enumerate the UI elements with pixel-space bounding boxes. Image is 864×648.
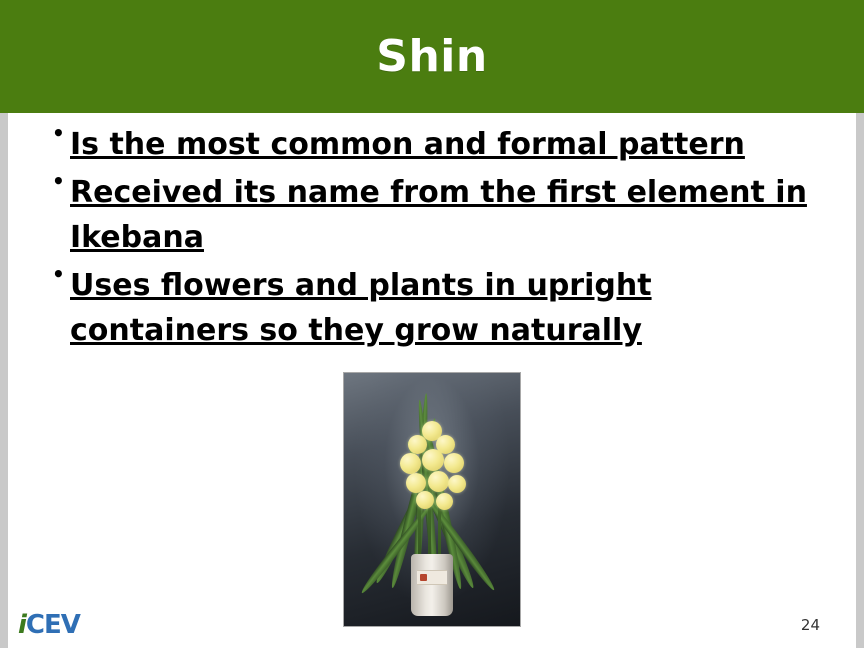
flower-bloom [436,493,453,510]
bullet-text: Uses flowers and plants in upright containers so they grow naturally [70,267,652,349]
icev-logo [18,612,80,638]
photo-background [344,373,520,626]
list-item [52,170,822,261]
bullet-text: Received its name from the first element in Ikebana [70,174,807,256]
logo-mark: i [18,610,26,640]
page-number: 24 [800,616,820,634]
list-item [52,122,822,168]
flower-bloom [422,449,444,471]
bullet-text: Is the most common and formal pattern [70,127,745,162]
slide-body [52,122,822,356]
flower-bloom [444,453,464,473]
flower-bloom [448,475,466,493]
flower-bloom [428,471,449,492]
ikebana-photo [343,372,521,627]
list-item [52,263,822,354]
flower-bloom [416,491,434,509]
vase-label [417,570,447,585]
flower-bloom [408,435,427,454]
vase [411,554,453,616]
slide-title-bar [0,0,864,113]
flower-bloom [400,453,421,474]
page-title: Shin [376,31,488,82]
bullet-list [52,122,822,354]
flower-bloom [406,473,426,493]
logo-text: CEV [25,610,80,640]
